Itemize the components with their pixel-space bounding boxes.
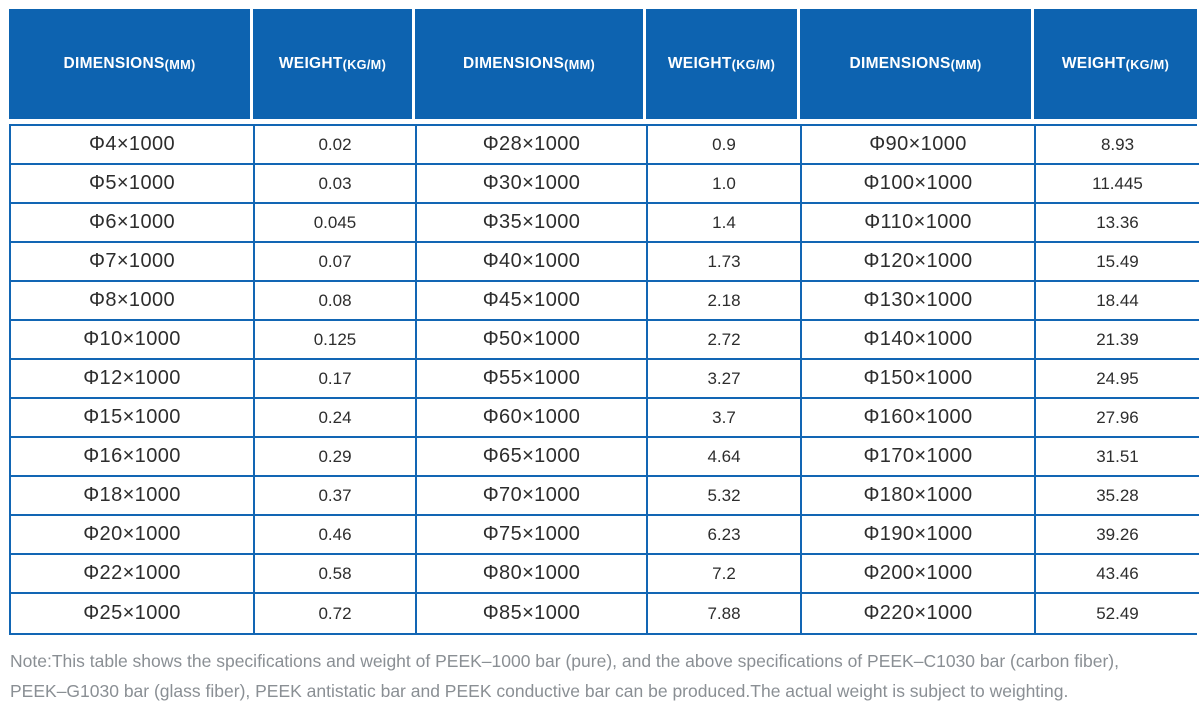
weight-cell: 6.23 [648,516,802,555]
weight-cell: 7.2 [648,555,802,594]
dimensions-cell: Φ70×1000 [417,477,648,516]
weight-cell: 0.02 [255,126,417,165]
dimensions-cell: Φ15×1000 [11,399,255,438]
dimensions-cell: Φ120×1000 [802,243,1036,282]
weight-cell: 0.58 [255,555,417,594]
weight-cell: 1.0 [648,165,802,204]
header-cell: WEIGHT (KG/M) [646,9,800,119]
dimensions-cell: Φ20×1000 [11,516,255,555]
weight-cell: 0.37 [255,477,417,516]
weight-cell: 0.08 [255,282,417,321]
weight-cell: 43.46 [1036,555,1199,594]
weight-cell: 0.07 [255,243,417,282]
dimensions-cell: Φ8×1000 [11,282,255,321]
weight-cell: 0.9 [648,126,802,165]
header-cell: DIMENSIONS (MM) [9,9,253,119]
header-cell: WEIGHT (KG/M) [253,9,415,119]
dimensions-cell: Φ50×1000 [417,321,648,360]
dimensions-cell: Φ60×1000 [417,399,648,438]
weight-cell: 52.49 [1036,594,1199,633]
dimensions-cell: Φ110×1000 [802,204,1036,243]
dimensions-cell: Φ35×1000 [417,204,648,243]
weight-cell: 0.46 [255,516,417,555]
weight-cell: 2.72 [648,321,802,360]
weight-cell: 7.88 [648,594,802,633]
dimensions-cell: Φ100×1000 [802,165,1036,204]
table-header-row [9,9,1197,119]
header-cell: WEIGHT (KG/M) [1034,9,1197,119]
weight-cell: 11.445 [1036,165,1199,204]
weight-cell: 5.32 [648,477,802,516]
weight-cell: 0.045 [255,204,417,243]
weight-cell: 27.96 [1036,399,1199,438]
dimensions-cell: Φ16×1000 [11,438,255,477]
dimensions-cell: Φ55×1000 [417,360,648,399]
dimensions-cell: Φ85×1000 [417,594,648,633]
dimensions-cell: Φ10×1000 [11,321,255,360]
weight-cell: 0.72 [255,594,417,633]
weight-cell: 4.64 [648,438,802,477]
dimensions-cell: Φ22×1000 [11,555,255,594]
note [10,646,1195,704]
weight-cell: 3.7 [648,399,802,438]
header-cell: DIMENSIONS (MM) [415,9,646,119]
dimensions-cell: Φ28×1000 [417,126,648,165]
weight-cell: 1.4 [648,204,802,243]
dimensions-cell: Φ6×1000 [11,204,255,243]
weight-cell: 31.51 [1036,438,1199,477]
note-line-1: Note:This table shows the specifications and weight of PEEK–1000 bar (pure), and the above specifications of PEEK–C1030 bar (carbon fiber), [10,651,1119,671]
dimensions-cell: Φ4×1000 [11,126,255,165]
header-cell: DIMENSIONS (MM) [800,9,1034,119]
dimensions-cell: Φ75×1000 [417,516,648,555]
dimensions-cell: Φ180×1000 [802,477,1036,516]
weight-cell: 35.28 [1036,477,1199,516]
weight-cell: 15.49 [1036,243,1199,282]
weight-cell: 24.95 [1036,360,1199,399]
dimensions-cell: Φ150×1000 [802,360,1036,399]
dimensions-cell: Φ65×1000 [417,438,648,477]
dimensions-cell: Φ80×1000 [417,555,648,594]
dimensions-cell: Φ160×1000 [802,399,1036,438]
weight-cell: 3.27 [648,360,802,399]
dimensions-cell: Φ90×1000 [802,126,1036,165]
dimensions-cell: Φ25×1000 [11,594,255,633]
dimensions-cell: Φ200×1000 [802,555,1036,594]
dimensions-cell: Φ45×1000 [417,282,648,321]
table-body [9,124,1197,635]
dimensions-cell: Φ130×1000 [802,282,1036,321]
weight-cell: 13.36 [1036,204,1199,243]
weight-cell: 21.39 [1036,321,1199,360]
weight-cell: 8.93 [1036,126,1199,165]
weight-cell: 0.24 [255,399,417,438]
weight-cell: 0.29 [255,438,417,477]
note-line-2: PEEK–G1030 bar (glass fiber), PEEK antistatic bar and PEEK conductive bar can be produced.The actual weight is subject to weighting. [10,681,1069,701]
dimensions-cell: Φ7×1000 [11,243,255,282]
weight-cell: 2.18 [648,282,802,321]
weight-cell: 1.73 [648,243,802,282]
dimensions-cell: Φ220×1000 [802,594,1036,633]
dimensions-cell: Φ40×1000 [417,243,648,282]
dimensions-cell: Φ140×1000 [802,321,1036,360]
weight-cell: 0.03 [255,165,417,204]
dimensions-cell: Φ12×1000 [11,360,255,399]
dimensions-cell: Φ30×1000 [417,165,648,204]
weight-cell: 39.26 [1036,516,1199,555]
weight-cell: 18.44 [1036,282,1199,321]
dimensions-cell: Φ5×1000 [11,165,255,204]
dimensions-cell: Φ190×1000 [802,516,1036,555]
weight-cell: 0.17 [255,360,417,399]
dimensions-cell: Φ18×1000 [11,477,255,516]
weight-cell: 0.125 [255,321,417,360]
dimensions-cell: Φ170×1000 [802,438,1036,477]
spec-table [9,9,1197,635]
